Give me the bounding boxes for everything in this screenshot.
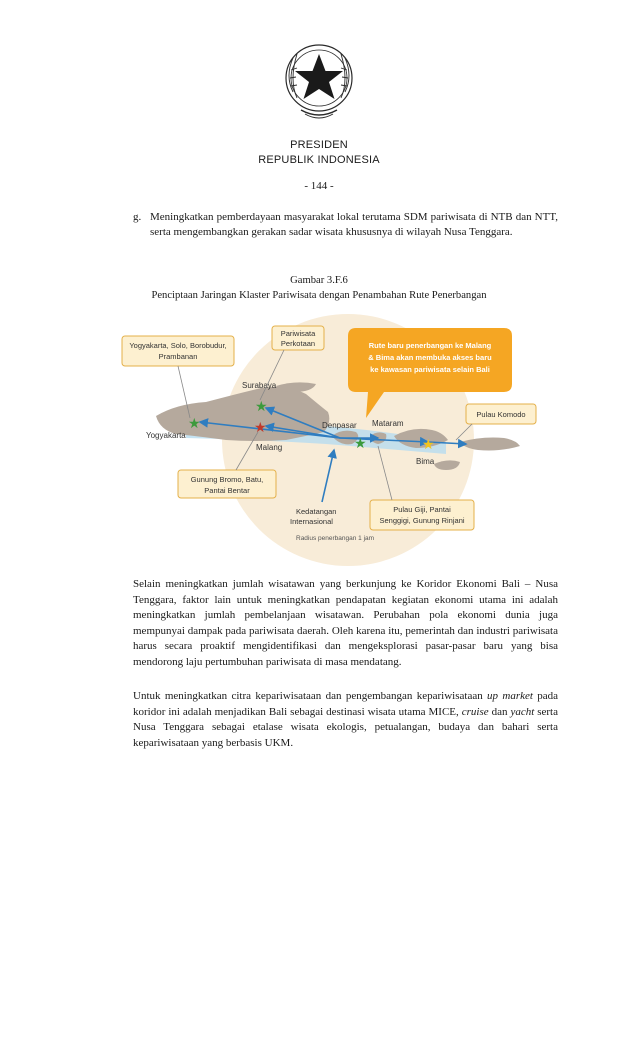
- page-number: - 144 -: [304, 180, 334, 192]
- p2-up-market: up market: [487, 690, 533, 702]
- tourism-map-figure: [116, 314, 541, 576]
- city-denpasar: Denpasar: [322, 421, 357, 430]
- p2-yacht: yacht: [510, 705, 535, 718]
- box-komodo-label: Pulau Komodo: [476, 410, 526, 419]
- callout-line1: Rute baru penerbangan ke Malang: [368, 341, 492, 350]
- paragraph-1: Selain meningkatkan jumlah wisatawan yang berkunjung ke Koridor Ekonomi Bali – Nusa Tenggara, faktor lain untuk meningkatkan pendapatan kegiatan ekonomi utama ini adalah meningkatkan jumlah pembelanjaan wisatawan. Perubahan pola ekonomi dunia juga mempunyai dampak pada pariwisata daerah. Oleh karena itu, pemerintah dan industri pariwisata harus secara proaktif mengidentifikasi dan mengeksplorasi pasar-pasar baru yang bisa mendorong laju pertumbuhan pariwisata di masa mendatang.: [133, 578, 558, 668]
- city-surabaya: Surabaya: [242, 381, 277, 390]
- header-republik: REPUBLIK INDONESIA: [258, 154, 380, 166]
- star-yellow-bima: ★: [422, 436, 435, 452]
- city-mataram: Mataram: [372, 419, 404, 428]
- callout-line3: ke kawasan pariwisata selain Bali: [370, 365, 490, 374]
- arrival-line2: Internasional: [290, 517, 333, 526]
- box-yogyakarta-line2: Prambanan: [158, 352, 198, 361]
- box-bromo-line2: Pantai Bentar: [204, 486, 250, 495]
- figure-number: Gambar 3.F.6: [290, 275, 348, 286]
- box-yogyakarta-line1: Yogyakarta, Solo, Borobudur,: [129, 341, 227, 350]
- p2-text-a: Untuk meningkatkan citra kepariwisataan dan pengembangan kepariwisataan: [133, 690, 483, 702]
- p2-cruise: cruise: [461, 705, 489, 718]
- box-giji-line1: Pulau Giji, Pantai: [393, 505, 451, 514]
- star-green-yogyakarta: ★: [188, 415, 201, 431]
- city-malang: Malang: [256, 443, 283, 452]
- box-giji-line2: Senggigi, Gunung Rinjani: [379, 516, 465, 525]
- list-item-g: [133, 210, 558, 240]
- p2-text-c: dan: [491, 705, 508, 718]
- box-perkotaan-line1: Pariwisata: [280, 329, 316, 338]
- radius-note: Radius penerbangan 1 jam: [296, 535, 375, 542]
- city-yogyakarta: Yogyakarta: [146, 431, 186, 440]
- figure-title: Penciptaan Jaringan Klaster Pariwisata dengan Penambahan Rute Penerbangan: [151, 290, 487, 301]
- callout-line2: & Bima akan membuka akses baru: [368, 353, 492, 362]
- presidential-emblem: [279, 40, 359, 124]
- list-item-text: Meningkatkan pemberdayaan masyarakat lokal terutama SDM pariwisata di NTB dan NTT, serta mengembangkan gerakan sadar wisata khususnya di wilayah Nusa Tenggara.: [150, 211, 558, 238]
- arrival-line1: Kedatangan: [296, 507, 337, 516]
- star-green-surabaya: ★: [255, 398, 268, 414]
- box-perkotaan-line2: Perkotaan: [280, 339, 316, 348]
- p2-text-d: serta Nusa Tenggara sebagai etalase wisata ekologis, petualangan, budaya dan bahari serta kepariwisataan yang berbasis UKM.: [133, 705, 558, 749]
- list-marker: g.: [133, 211, 142, 223]
- paragraph-2: [133, 689, 558, 751]
- star-red-malang: ★: [254, 419, 267, 435]
- p2-text-b: pada koridor ini adalah menjadikan Bali sebagai destinasi wisata utama MICE,: [133, 690, 559, 718]
- header-presiden: PRESIDEN: [290, 139, 348, 151]
- city-bima: Bima: [416, 457, 435, 466]
- box-bromo-line1: Gunung Bromo, Batu,: [190, 475, 264, 484]
- star-green-lombok: ★: [354, 435, 367, 451]
